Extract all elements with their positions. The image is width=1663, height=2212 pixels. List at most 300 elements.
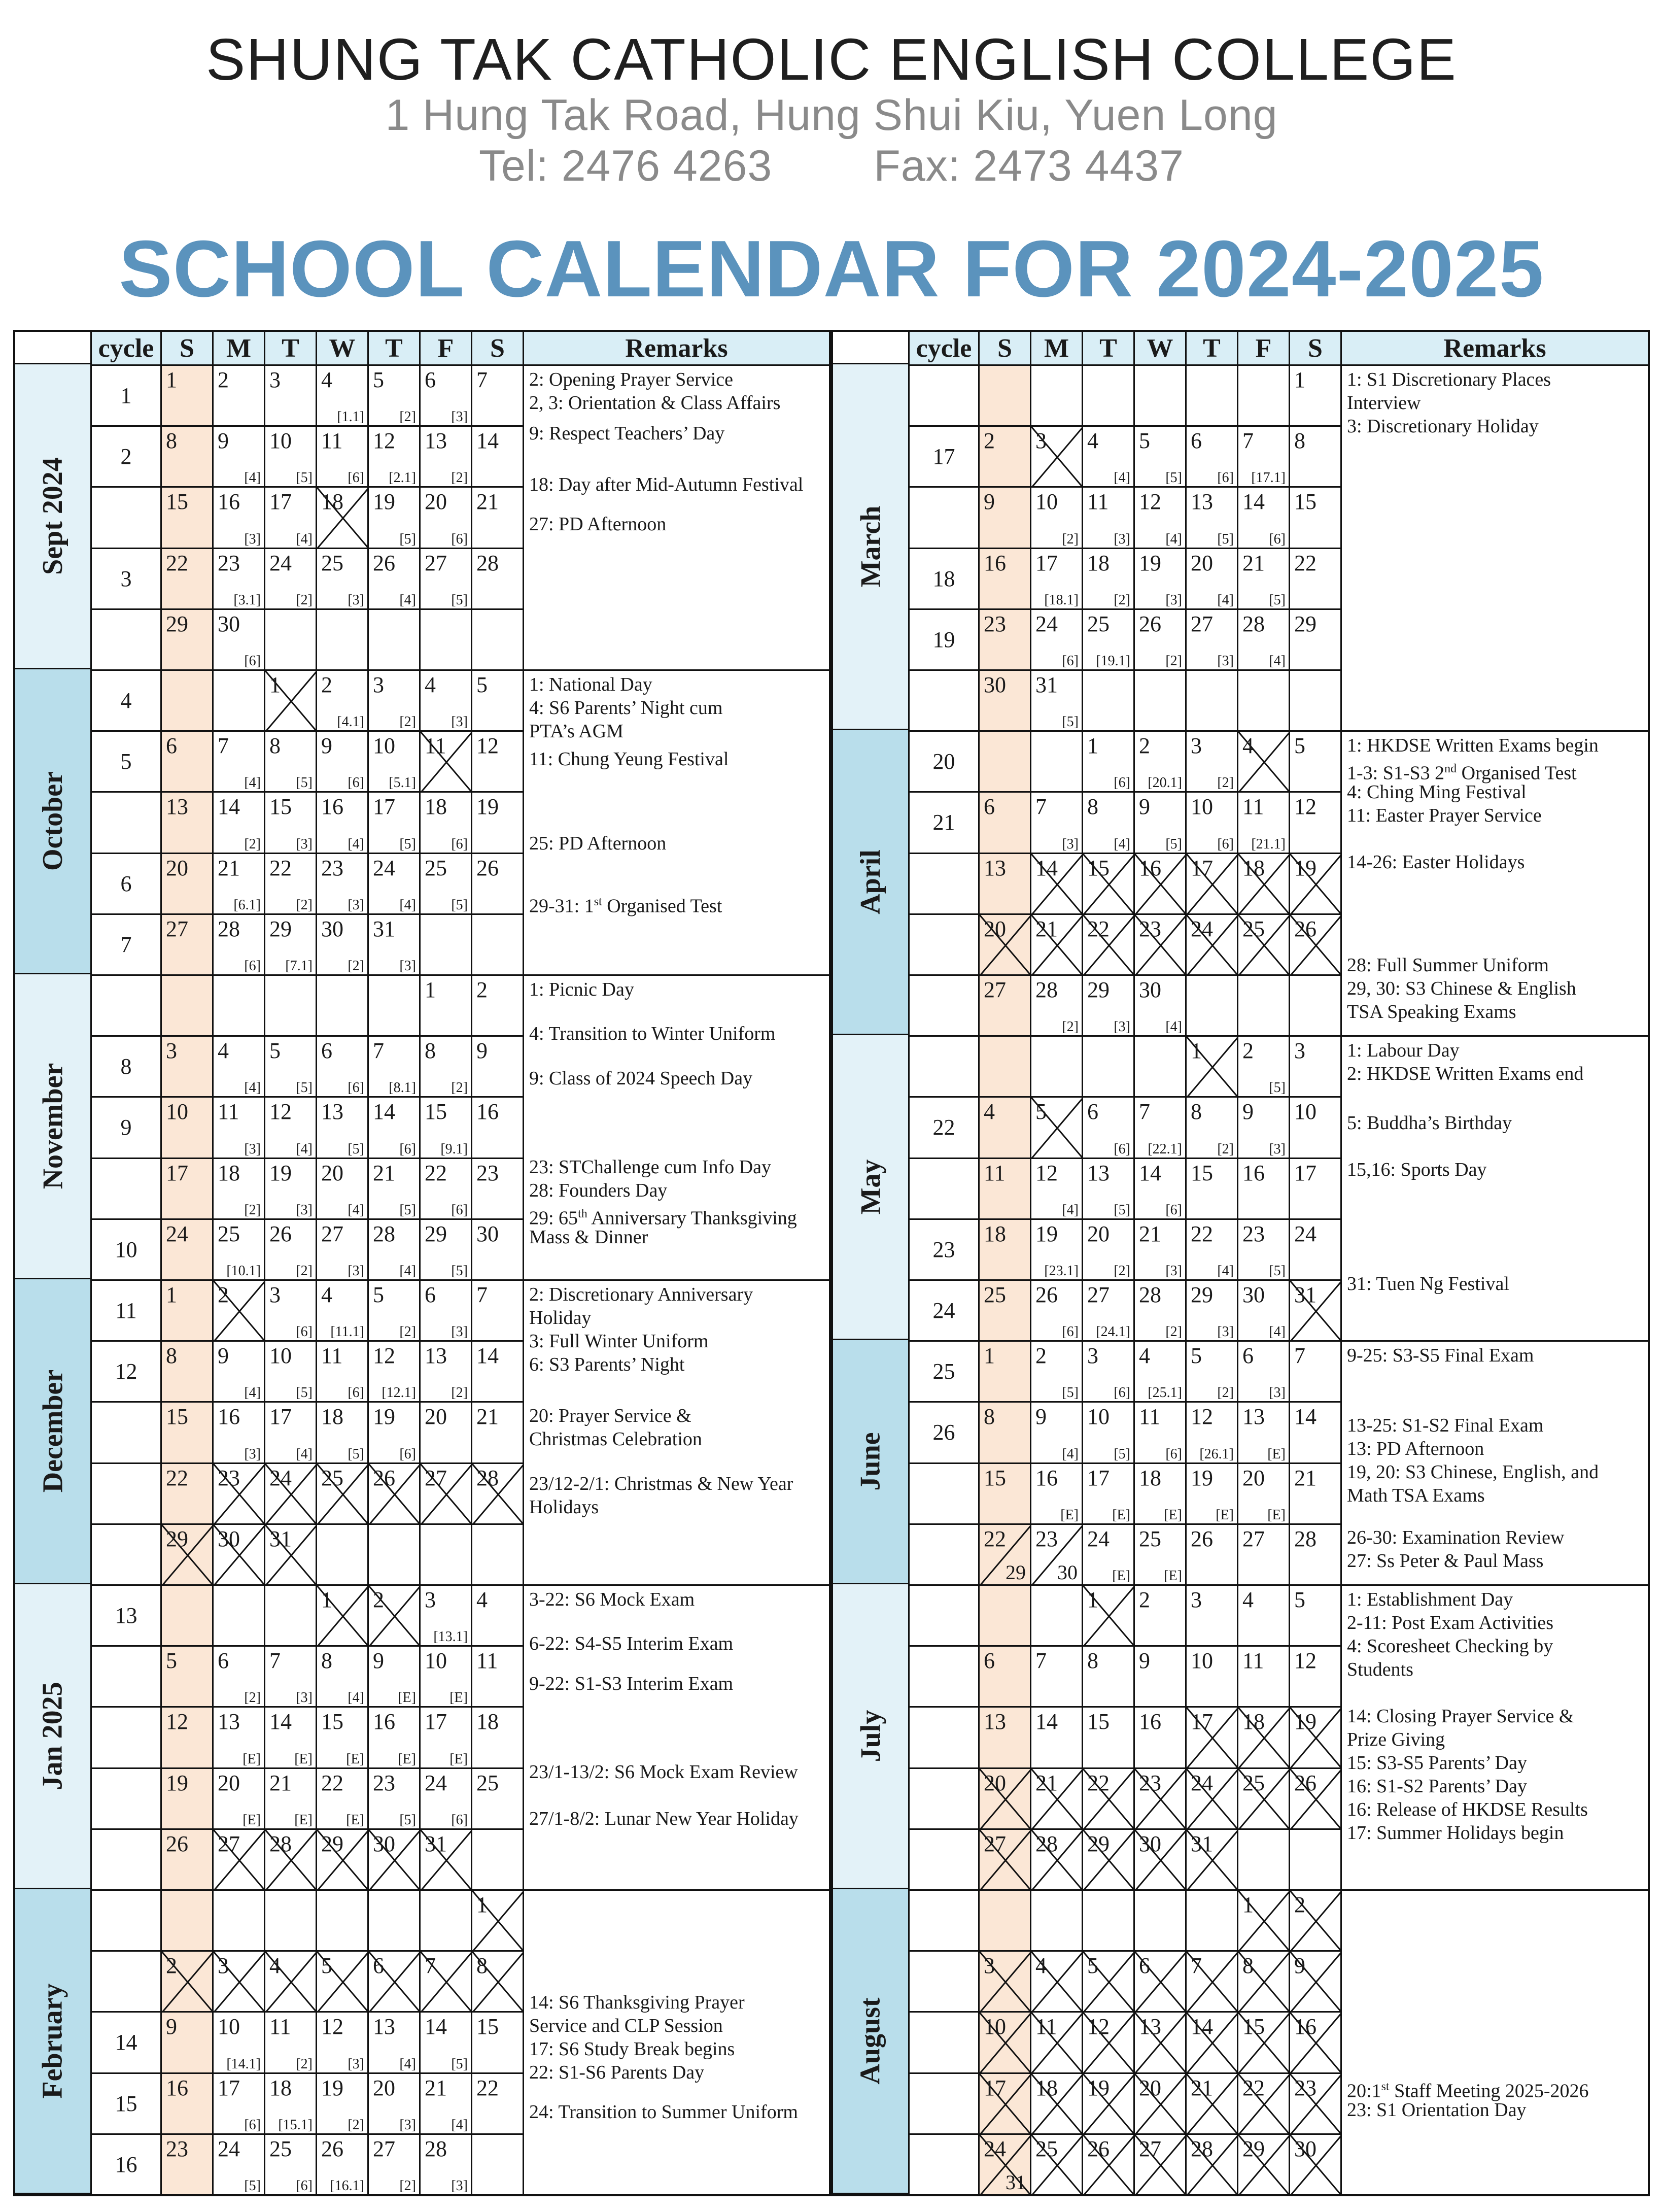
day-number: 22 (984, 1526, 1006, 1551)
day-number: 4 (321, 367, 332, 392)
cycle-day-note: [6] (348, 1385, 364, 1401)
day-number: 15 (1242, 2014, 1265, 2039)
day-number: 1 (1087, 1587, 1098, 1612)
empty-day-cell (316, 608, 367, 669)
day-number: 6 (1242, 1343, 1254, 1369)
day-number: 24 (984, 2136, 1006, 2161)
day-cell (264, 669, 316, 730)
day-number: 27 (1087, 1282, 1110, 1307)
day-cell (978, 2072, 1030, 2133)
cycle-day-note: [10.1] (226, 1263, 261, 1279)
day-cell (419, 1035, 471, 1096)
day-number: 23 (166, 2136, 188, 2161)
day-number: 18 (321, 489, 343, 515)
day-cell (978, 853, 1030, 913)
day-cell (1082, 548, 1133, 608)
day-cell (1030, 1523, 1082, 1584)
empty-day-cell (1237, 669, 1289, 730)
day-number: 13 (373, 2014, 395, 2039)
day-number: 16 (321, 794, 343, 820)
cycle-day-note: [E] (449, 1751, 468, 1767)
cycle-day-note: [3] (1165, 1263, 1182, 1279)
day-cell (978, 1279, 1030, 1340)
day-number: 24 (218, 2136, 240, 2161)
day-cell (978, 1401, 1030, 1462)
day-number: 25 (1035, 2136, 1058, 2161)
day-cell (1030, 974, 1082, 1035)
day-cell (316, 1767, 367, 1828)
day-number: 17 (425, 1709, 447, 1734)
cycle-day-note: [5] (296, 1385, 313, 1401)
day-cell (1082, 1706, 1133, 1767)
day-cell (471, 364, 523, 425)
cycle-day-note: [22.1] (1148, 1141, 1182, 1157)
day-cell (1237, 1401, 1289, 1462)
cycle-day-note: [6] (348, 775, 364, 791)
day-number: 3 (269, 367, 281, 392)
day-cell (1289, 1218, 1340, 1279)
cycle-day-note: [6] (451, 836, 468, 852)
cycle-day-note: [6] (348, 1080, 364, 1096)
day-number: 21 (1035, 916, 1058, 941)
day-cell (1030, 1340, 1082, 1401)
day-number: 11 (1087, 489, 1109, 515)
month-label-december (15, 1279, 90, 1584)
cycle-number (908, 669, 978, 730)
cycle-day-note: [2] (399, 2177, 416, 2194)
day-cell (1082, 1584, 1133, 1645)
cycle-day-note: [13.1] (433, 1629, 468, 1645)
month-label-jan-2025 (15, 1584, 90, 1889)
day-cell (367, 669, 419, 730)
empty-day-cell (1185, 974, 1237, 1035)
day-number: 2 (218, 367, 229, 392)
cycle-day-note: [2] (348, 2117, 364, 2133)
cycle-number (90, 1706, 160, 1767)
day-cell (1030, 853, 1082, 913)
empty-day-cell (1133, 1889, 1185, 1950)
day-cell (471, 1889, 523, 1950)
empty-day-cell (1289, 1828, 1340, 1889)
cycle-day-note: [E] (449, 1690, 468, 1706)
day-cell (212, 548, 264, 608)
remark-line: 4: Transition to Winter Uniform (529, 1023, 776, 1045)
day-number: 16 (1242, 1160, 1265, 1185)
day-number: 19 (1294, 855, 1316, 880)
day-number: 23 (1035, 1526, 1058, 1551)
remark-line: 11: Chung Yeung Festival (529, 748, 729, 770)
cycle-day-note: [2.1] (389, 470, 416, 486)
day-cell (1185, 1828, 1237, 1889)
remark-line: 27: PD Afternoon (529, 514, 667, 535)
day-number: 11 (269, 2014, 291, 2039)
day-number: 29 (166, 611, 188, 636)
day-cell (1185, 913, 1237, 974)
day-number: 4 (425, 672, 436, 697)
day-cell (1185, 548, 1237, 608)
day-number: 6 (984, 794, 995, 820)
cycle-day-note: [2] (451, 1080, 468, 1096)
day-number: 5 (269, 1038, 281, 1064)
day-number: 28 (1035, 977, 1058, 1002)
remark-line: 29, 30: S3 Chinese & English (1347, 977, 1576, 999)
cycle-day-note: [4] (399, 897, 416, 913)
remark-line: 2: Opening Prayer Service (529, 369, 734, 390)
day-number: 12 (166, 1709, 188, 1734)
cycle-number: 19 (908, 608, 978, 669)
day-cell (316, 364, 367, 425)
day-cell (978, 425, 1030, 486)
day-cell (1133, 730, 1185, 791)
remark-line: 1: Establishment Day (1347, 1589, 1513, 1610)
day-number: 18 (425, 794, 447, 820)
day-number: 12 (476, 733, 499, 759)
cycle-day-note: [5] (451, 897, 468, 913)
day-cell (978, 2011, 1030, 2072)
day-cell (1289, 1584, 1340, 1645)
day-cell (471, 1584, 523, 1645)
cycle-number (908, 2072, 978, 2133)
empty-day-cell (264, 1889, 316, 1950)
day-number: 30 (476, 1221, 499, 1246)
month-name: February (37, 1983, 68, 2099)
cycle-number: 7 (90, 913, 160, 974)
remark-line: 5: Buddha’s Birthday (1347, 1112, 1512, 1134)
cycle-day-note: [4] (348, 1202, 364, 1218)
day-number: 10 (1087, 1404, 1110, 1430)
cycle-day-note: [3.1] (233, 592, 261, 608)
day-cell (1237, 1279, 1289, 1340)
cycle-day-note: [2] (296, 897, 313, 913)
day-number: 4 (218, 1038, 229, 1064)
day-number: 17 (1087, 1465, 1110, 1490)
cycle-day-note: [5] (451, 2056, 468, 2072)
day-cell (471, 1096, 523, 1157)
day-cell (1185, 1035, 1237, 1096)
day-cell (367, 486, 419, 547)
remarks-august (1340, 1889, 1648, 2194)
day-number: 24 (166, 1221, 188, 1246)
day-cell (471, 548, 523, 608)
day-cell (1185, 853, 1237, 913)
remark-line: 31: Tuen Ng Festival (1347, 1273, 1509, 1295)
day-number: 20 (1191, 550, 1213, 575)
cycle-number: 5 (90, 730, 160, 791)
day-cell (419, 364, 471, 425)
day-cell (264, 730, 316, 791)
month-name: November (37, 1063, 68, 1189)
day-number: 23 (321, 855, 343, 880)
day-number: 24 (269, 550, 292, 575)
day-number: 16 (166, 2075, 188, 2100)
cycle-day-note: [3] (244, 531, 261, 547)
day-cell (1133, 2133, 1185, 2194)
empty-day-cell (419, 1889, 471, 1950)
day-cell (264, 1218, 316, 1279)
cycle-day-note: [3] (244, 1446, 261, 1462)
day-cell (160, 425, 212, 486)
day-number: 8 (1242, 1953, 1254, 1979)
cycle-day-note: [2] (1114, 592, 1130, 608)
day-number: 1 (1191, 1038, 1202, 1064)
day-number: 15 (166, 489, 188, 515)
day-number: 13 (984, 855, 1006, 880)
day-cell (419, 1828, 471, 1889)
cycle-day-note: [6] (1062, 1324, 1079, 1340)
day-cell (264, 791, 316, 852)
day-cell (264, 364, 316, 425)
day-number: 26 (1294, 1770, 1316, 1795)
remark-line: 9-25: S3-S5 Final Exam (1347, 1345, 1534, 1367)
day-number: 28 (1242, 611, 1265, 636)
remark-line: 6-22: S4-S5 Interim Exam (529, 1633, 734, 1655)
day-number: 11 (425, 733, 446, 759)
cycle-number (90, 1950, 160, 2011)
cycle-day-note: [6] (451, 1202, 468, 1218)
day-number: 21 (1035, 1770, 1058, 1795)
day-number: 21 (476, 489, 499, 515)
cycle-day-note: [6] (1269, 531, 1286, 547)
day-cell (1133, 1767, 1185, 1828)
cycle-day-note: [5] (399, 531, 416, 547)
empty-day-cell (471, 2133, 523, 2194)
day-number: 20 (373, 2075, 395, 2100)
empty-day-cell (1030, 730, 1082, 791)
remark-line: 15,16: Sports Day (1347, 1159, 1487, 1180)
day-cell (212, 1035, 264, 1096)
day-number: 10 (425, 1648, 447, 1674)
day-number: 17 (1294, 1160, 1316, 1185)
day-cell (316, 913, 367, 974)
remark-line: 3: Discretionary Holiday (1347, 416, 1539, 437)
day-number: 14 (1242, 489, 1265, 515)
day-cell (1030, 2011, 1082, 2072)
day-cell (160, 1218, 212, 1279)
day-cell (419, 1462, 471, 1523)
day-number: 7 (425, 1953, 436, 1979)
cycle-number (908, 974, 978, 1035)
cycle-day-note: [3] (296, 836, 313, 852)
day-cell (1289, 1401, 1340, 1462)
day-number: 10 (984, 2014, 1006, 2039)
day-number: 19 (321, 2075, 343, 2100)
empty-day-cell (471, 608, 523, 669)
day-cell (212, 791, 264, 852)
header-day-6: F (1237, 332, 1289, 364)
day-cell (367, 2133, 419, 2194)
day-cell (1289, 853, 1340, 913)
day-number: 7 (269, 1648, 281, 1674)
day-number: 24 (1191, 1770, 1213, 1795)
cycle-day-note: [6] (244, 653, 261, 669)
day-cell (1133, 1401, 1185, 1462)
day-number: 24 (1294, 1221, 1316, 1246)
remark-line: 9: Class of 2024 Speech Day (529, 1067, 753, 1089)
day-number: 13 (1191, 489, 1213, 515)
day-cell (160, 1706, 212, 1767)
day-cell (419, 1340, 471, 1401)
cycle-day-note: [5] (1165, 470, 1182, 486)
remark-line: 22: S1-S6 Parents Day (529, 2062, 705, 2084)
empty-day-cell (264, 1584, 316, 1645)
month-name: Sept 2024 (37, 457, 69, 575)
day-cell (1237, 1645, 1289, 1706)
cycle-day-note: [E] (1267, 1507, 1286, 1523)
cycle-day-note: [11.1] (330, 1324, 364, 1340)
day-cell (978, 1523, 1030, 1584)
day-number: 23 (1294, 2075, 1316, 2100)
cycle-number: 18 (908, 548, 978, 608)
day-number: 12 (269, 1099, 292, 1125)
day-cell (212, 608, 264, 669)
day-cell (316, 1035, 367, 1096)
cycle-day-note: [3] (451, 409, 468, 425)
empty-day-cell (316, 1523, 367, 1584)
day-number: 9 (166, 2014, 177, 2039)
cycle-day-note: [1.1] (337, 409, 364, 425)
day-number: 27 (218, 1831, 240, 1856)
day-cell (1082, 608, 1133, 669)
day-cell (316, 1340, 367, 1401)
day-cell (367, 1767, 419, 1828)
cycle-number: 14 (90, 2011, 160, 2072)
day-cell (978, 974, 1030, 1035)
day-number: 28 (476, 1465, 499, 1490)
day-cell (212, 1828, 264, 1889)
day-number: 8 (166, 1343, 177, 1369)
second-day-number: 29 (1006, 1560, 1026, 1584)
day-cell (1185, 1584, 1237, 1645)
day-number: 4 (321, 1282, 332, 1307)
cycle-day-note: [14.1] (226, 2056, 261, 2072)
cycle-day-note: [2] (451, 1385, 468, 1401)
day-number: 9 (984, 489, 995, 515)
day-number: 12 (1035, 1160, 1058, 1185)
cycle-day-note: [3] (296, 1690, 313, 1706)
empty-day-cell (978, 730, 1030, 791)
day-cell (471, 486, 523, 547)
cycle-day-note: [3] (451, 1324, 468, 1340)
day-cell (471, 791, 523, 852)
remark-line: Interview (1347, 392, 1421, 414)
empty-day-cell (419, 1523, 471, 1584)
day-number: 20 (321, 1160, 343, 1185)
day-number: 12 (321, 2014, 343, 2039)
day-cell (212, 1279, 264, 1340)
day-cell (367, 1950, 419, 2011)
day-cell (1082, 486, 1133, 547)
day-number: 31 (373, 916, 395, 941)
cycle-day-note: [E] (1216, 1507, 1234, 1523)
day-number: 3 (1035, 428, 1047, 454)
day-number: 6 (1139, 1953, 1150, 1979)
day-cell (978, 486, 1030, 547)
day-cell (316, 1584, 367, 1645)
day-cell (1030, 425, 1082, 486)
day-number: 17 (166, 1160, 188, 1185)
day-number: 7 (1035, 794, 1047, 820)
day-cell (367, 1279, 419, 1340)
cycle-day-note: [2] (296, 1263, 313, 1279)
remark-line: Mass & Dinner (529, 1226, 648, 1248)
day-cell (264, 548, 316, 608)
day-number: 13 (218, 1709, 240, 1734)
day-number: 20 (984, 916, 1006, 941)
cycle-day-note: [6] (1165, 1446, 1182, 1462)
empty-day-cell (212, 669, 264, 730)
empty-day-cell (419, 913, 471, 974)
cycle-day-note: [5] (451, 592, 468, 608)
cycle-day-note: [4] (451, 2117, 468, 2133)
empty-day-cell (1082, 364, 1133, 425)
cycle-day-note: [6] (296, 1324, 313, 1340)
cycle-number (908, 1889, 978, 1950)
day-number: 1 (166, 1282, 177, 1307)
day-cell (160, 364, 212, 425)
cycle-day-note: [E] (242, 1751, 261, 1767)
day-cell (367, 1401, 419, 1462)
remark-line: 9: Respect Teachers’ Day (529, 422, 725, 444)
day-cell (1030, 2133, 1082, 2194)
cycle-day-note: [5] (1114, 1446, 1130, 1462)
month-name: April (855, 849, 886, 914)
cycle-day-note: [4] (1165, 531, 1182, 547)
day-number: 27 (373, 2136, 395, 2161)
cycle-day-note: [3] (1269, 1141, 1286, 1157)
day-number: 29 (1242, 2136, 1265, 2161)
day-number: 18 (984, 1221, 1006, 1246)
day-cell (1185, 1096, 1237, 1157)
day-cell (367, 913, 419, 974)
cycle-day-note: [5] (1269, 1263, 1286, 1279)
header-day-3: T (1082, 332, 1133, 364)
day-cell (316, 1828, 367, 1889)
day-number: 5 (373, 1282, 384, 1307)
day-cell (978, 608, 1030, 669)
cycle-number (90, 608, 160, 669)
day-cell (160, 853, 212, 913)
cycle-number: 22 (908, 1096, 978, 1157)
second-day-number: 31 (1006, 2170, 1026, 2194)
empty-day-cell (264, 974, 316, 1035)
day-number: 18 (269, 2075, 292, 2100)
day-cell (160, 2072, 212, 2133)
day-number: 6 (1191, 428, 1202, 454)
day-cell (1289, 608, 1340, 669)
day-number: 29 (1087, 1831, 1110, 1856)
header-day-7: S (1289, 332, 1340, 364)
day-number: 3 (1294, 1038, 1305, 1064)
day-number: 5 (1035, 1099, 1047, 1125)
day-cell (212, 1340, 264, 1401)
day-number: 19 (1035, 1221, 1058, 1246)
day-number: 5 (373, 367, 384, 392)
day-cell (419, 853, 471, 913)
cycle-day-note: [3] (1114, 531, 1130, 547)
day-number: 21 (425, 2075, 447, 2100)
day-cell (316, 1706, 367, 1767)
day-cell (367, 1584, 419, 1645)
remark-line: 15: S3-S5 Parents’ Day (1347, 1752, 1527, 1774)
day-number: 18 (1139, 1465, 1161, 1490)
day-number: 6 (373, 1953, 384, 1979)
month-label-july (833, 1584, 908, 1889)
cycle-day-note: [3] (1062, 836, 1079, 852)
day-number: 27 (425, 550, 447, 575)
day-cell (471, 1950, 523, 2011)
day-cell (1237, 730, 1289, 791)
day-number: 8 (269, 733, 281, 759)
